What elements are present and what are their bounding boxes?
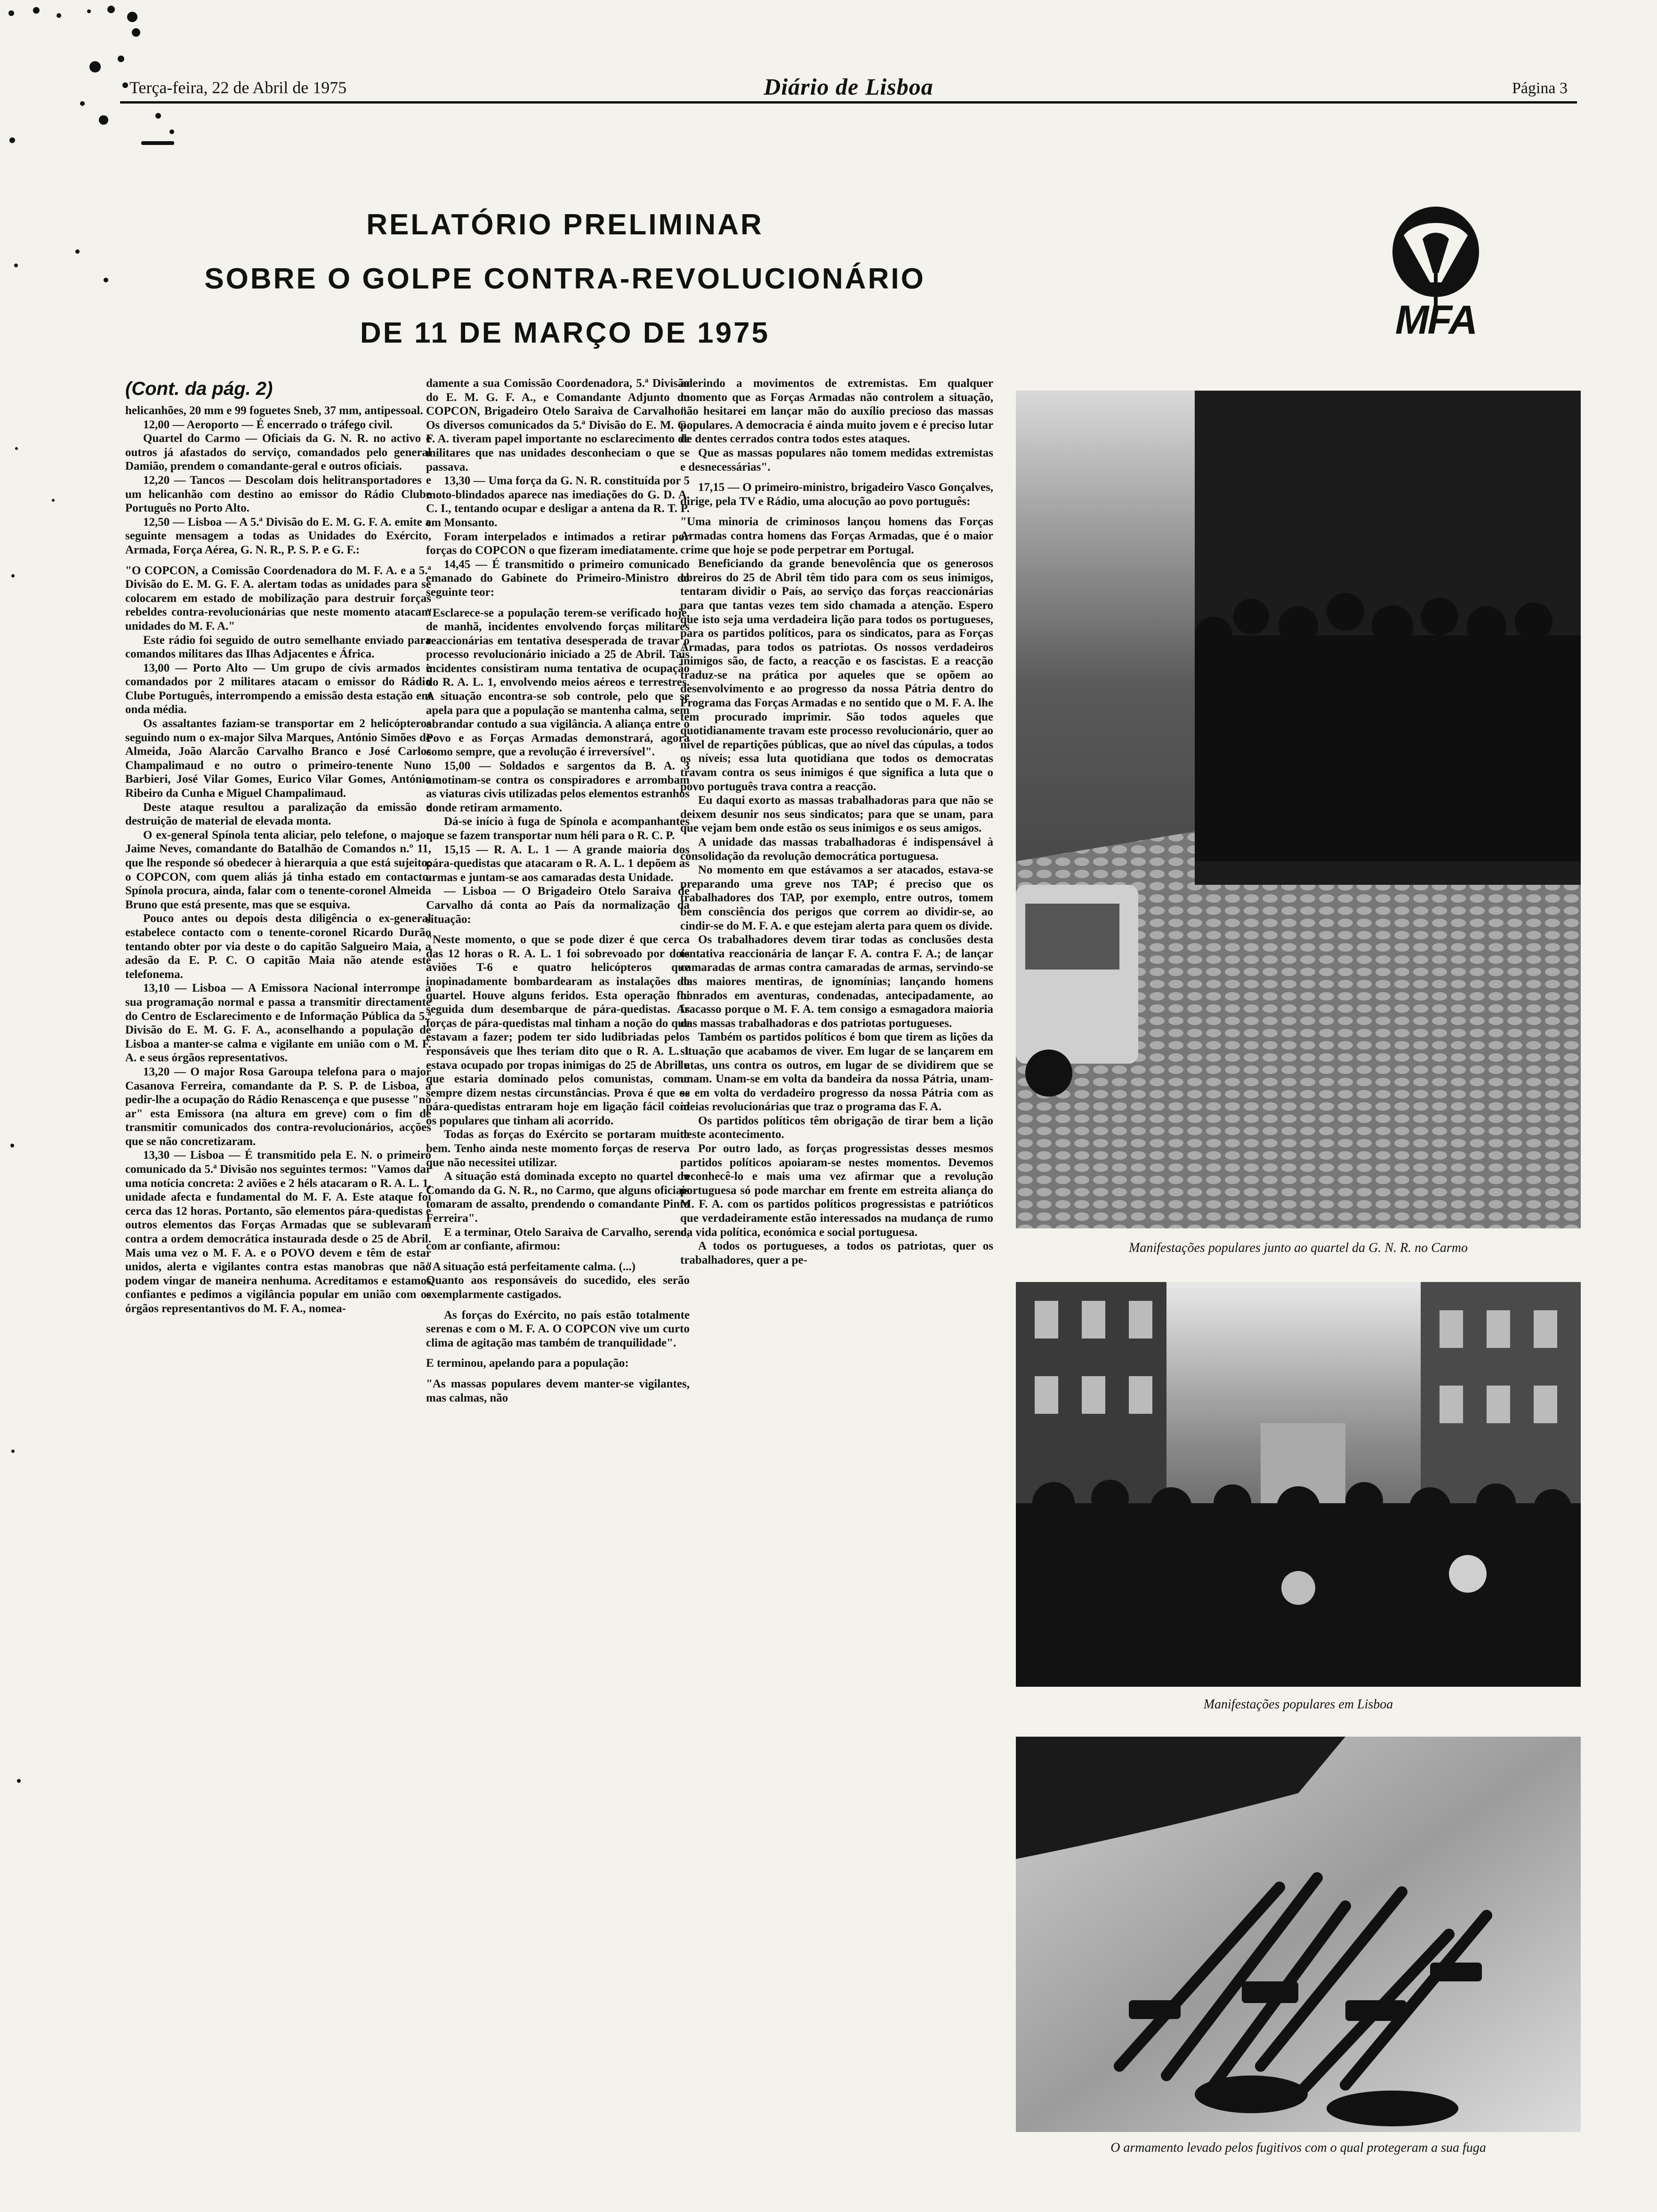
paragraph: helicanhões, 20 mm e 99 foguetes Sneb, 37 mm, antipessoal. xyxy=(125,404,423,417)
paragraph: Eu daqui exorto as massas trabalhadoras para que não se deixem desunir nos seus sindicatos; para que se unam, para que vejam bem onde estão os seus inimigos e os seus amigos. xyxy=(680,794,993,835)
photo-caption-3: O armamento levado pelos fugitivos com o qual protegeram a sua fuga xyxy=(1110,2140,1486,2155)
paragraph: Foram interpelados e intimados a retirar por forças do COPCON o que fizeram imediatamente. xyxy=(426,530,690,557)
paragraph: Por outro lado, as forças progressistas desses mesmos partidos políticos apoiaram-se nestes momentos. Devemos reconhecê-lo e mais uma vez afirmar que a revolução portuguesa só pode marchar em frente em estreita aliança do M. F. A. com os partidos políticos progressistas e patrióticos que verdadeiramente estão interessados na mudança de rumo da vida política, económica e social portuguesa. xyxy=(680,1142,993,1239)
headline-line-3: DE 11 DE MARÇO DE 1975 xyxy=(360,317,770,349)
paragraph: O ex-general Spínola tenta aliciar, pelo telefone, o major Jaime Neves, comandante do Batalhão de Comandos n.º 11, que lhe responde só obedecer à hierarquia a que está sujeito: o COPCON, com quem aliás já tinha estado em contacto. Spínola procura, ainda, falar com o tenente-coronel Almeida Bruno que está presente, mas que se esquiva. xyxy=(125,828,431,911)
paragraph: Os assaltantes faziam-se transportar em 2 helicópteros seguindo num o ex-major Silva Marques, António Simões de Almeida, João Alarcão Carvalho Branco e José Carlos Champalimaud e no outro o primeiro-tenente Nuno Barbieri, José Vilar Gomes, Eurico Vilar Gomes, António Ribeiro da Cunha e Miguel Champalimaud. xyxy=(125,717,431,800)
quote-paragraph: "Neste momento, o que se pode dizer é que cerca das 12 horas o R. A. L. 1 foi sobrevoado por dois aviões T-6 e quatro helicópteros que inopinadamente bombardearam as instalações do quartel. Houve alguns feridos. Esta operação foi seguida dum desembarque de pára-quedistas. As forças de pára-quedistas mal tinham a noção do que estavam a fazer; podem ter sido ludibriadas pelos responsáveis que lhes teriam dito que o R. A. L. 1 estava ocupado por tropas inimigas do 25 de Abril e que estaria dominado pelos comunistas, como sempre dizem nestas circunstâncias. Prova é que os pára-quedistas entraram hoje em ligação fácil com os populares que tinham ali acorrido. xyxy=(426,933,690,1127)
masthead: Diário de Lisboa xyxy=(764,73,933,100)
paragraph: A todos os portugueses, a todos os patriotas, quer os trabalhadores, quer a pe- xyxy=(680,1240,993,1266)
paragraph: 12,20 — Tancos — Descolam dois helitransportadores e um helicanhão com destino ao emissor do Rádio Clube Português no Porto Alto. xyxy=(125,473,431,515)
paragraph: Este rádio foi seguido de outro semelhante enviado para comandos militares das Ilhas Adjacentes e África. xyxy=(125,633,431,661)
paragraph: 14,45 — É transmitido o primeiro comunicado emanado do Gabinete do Primeiro-Ministro do seguinte teor: xyxy=(426,558,690,599)
paragraph: Todas as forças do Exército se portaram muito bem. Tenho ainda neste momento forças de reserva que não necessitei utilizar. xyxy=(426,1128,690,1169)
quote-paragraph: "A situação está perfeitamente calma. (...) xyxy=(426,1260,636,1273)
paragraph: Os trabalhadores devem tirar todas as conclusões desta tentativa reaccionária de lançar F. A. contra F. A.; de lançar camaradas de armas contra camaradas de armas, servindo-se das maiores mentiras, de ignomínias; lançando homens honrados em aventuras, condenadas, antecipadamente, ao fracasso porque o M. F. A. tem consigo a esmagadora maioria das massas trabalhadoras e dos patriotas portugueses. xyxy=(680,933,993,1030)
paragraph: Os partidos políticos têm obrigação de tirar bem a lição deste acontecimento. xyxy=(680,1114,993,1141)
carnation-emblem-icon xyxy=(1379,202,1492,306)
headline-line-2: SOBRE O GOLPE CONTRA-REVOLUCIONÁRIO xyxy=(204,263,925,295)
quote-paragraph: "As massas populares devem manter-se vigilantes, mas calmas, não xyxy=(426,1377,690,1404)
paragraph: — Lisboa — O Brigadeiro Otelo Saraiva de Carvalho dá conta ao País da normalização da situação: xyxy=(426,885,690,926)
photo-caption-2: Manifestações populares em Lisboa xyxy=(1203,1697,1393,1712)
photo-carmo-barracks-crowd xyxy=(1016,391,1581,1228)
headline xyxy=(141,198,989,360)
paragraph: 17,15 — O primeiro-ministro, brigadeiro Vasco Gonçalves, dirige, pela TV e Rádio, uma alocução ao povo português: xyxy=(680,481,993,508)
page-number: Página 3 xyxy=(1512,80,1568,97)
paragraph: 15,00 — Soldados e sargentos da B. A. 3 amotinam-se contra os conspiradores e arrombam as viaturas civis utilizadas pelos elementos estranhos donde retiram armamento. xyxy=(426,760,690,814)
paragraph: A situação está dominada excepto no quartel do Comando da G. N. R., no Carmo, que alguns oficiais tomaram de assalto, prendendo o comandante Pinto Ferreira". xyxy=(426,1170,690,1225)
quote-paragraph: "O COPCON, a Comissão Coordenadora do M. F. A. e a 5.ª Divisão do E. M. G. F. A. alertam todas as unidades para se colocarem em estado de mobilização para destruir forças rebeldes contra-revolucionárias que neste momento atacam unidades do M. F. A." xyxy=(125,564,431,633)
paragraph: 13,30 — Uma força da G. N. R. constituída por 5 moto-blindados aparece nas imediações do G. D. A. C. I., tentando ocupar e desligar a antena da R. T. P. em Monsanto. xyxy=(426,474,690,529)
headline-line-1: RELATÓRIO PRELIMINAR xyxy=(366,208,764,241)
paragraph: Dá-se início à fuga de Spínola e acompanhantes que se fazem transportar num héli para o R. C. P. xyxy=(426,815,690,842)
article-column-3 xyxy=(680,377,993,1267)
issue-date: Terça-feira, 22 de Abril de 1975 xyxy=(129,78,347,97)
paragraph: Também os partidos políticos é bom que tirem as lições da situação que acabamos de viver. Em lugar de se lançarem em lutas, uns contra os outros, em lugar de se dividirem que se unam. Unam-se em volta da bandeira da nossa Pátria, unam-se em volta do verdadeiro progresso da nossa Pátria com as ideias revolucionárias que traz o programa das F. A. xyxy=(680,1031,993,1114)
quote-paragraph: "Esclarece-se a população terem-se verificado hoje, de manhã, incidentes envolvendo forças militares reaccionárias em tentativa desesperada de travar o processo revolucionário iniciado a 25 de Abril. Tais incidentes consistiram numa tentativa de ocupação do R. A. L. 1, envolvendo meios aéreos e terrestres. A situação encontra-se sob controle, pelo que se apela para que a população se mantenha calma, sem abrandar contudo a sua vigilância. A aliança entre o Povo e as Forças Armadas demonstrará, agora como sempre, que a revolução é irreversível". xyxy=(426,606,690,759)
quote-paragraph: "Uma minoria de criminosos lançou homens das Forças Armadas contra homens das Forças Armadas, que é o maior crime que hoje se pode perpetrar em Portugal. xyxy=(680,515,993,556)
paragraph: Beneficiando da grande benevolência que os generosos obreiros do 25 de Abril têm tido para com os seus inimigos, tentaram dividir o País, ao serviço das forças reaccionárias para que tantas vezes tem sido chamada a atenção. Espero que isto seja uma verdadeira lição para todos os portugueses, para os partidos políticos, para os sindicatos, para as Forças Armadas, para todos os patriotas. Os nossos verdadeiros inimigos são, de facto, a reacção e os fascistas. E a reacção traduz-se na prática por aqueles que se opõem ao desenvolvimento e ao progresso da nossa Pátria dentro do Programa das Forças Armadas e no sentido que o M. F. A. lhe tem procurado imprimir. São todos aqueles que quotidianamente travam este processo revolucionário, quer ao nível de repartições públicas, que ao nível das cúpulas, a todos os níveis; essa luta quotidiana que todos os democratas travam contra os seus inimigos é que significa a luta que o povo português trava contra a reacção. xyxy=(680,557,993,793)
paragraph: 13,20 — O major Rosa Garoupa telefona para o major Casanova Ferreira, comandante da P. S. P. de Lisboa, a pedir-lhe a ocupação do Rádio Renascença e que pusesse "no ar" esta Emissora (na altura em greve) com o fim de transmitir comunicados dos contra-revolucionários, acções que se não concretizaram. xyxy=(125,1065,431,1148)
paragraph: 13,10 — Lisboa — A Emissora Nacional interrompe a sua programação normal e passa a transmitir directamente do Centro de Esclarecimento e de Informação Pública da 5.ª Divisão do E. M. G. F. A., aconselhando a população de Lisboa a manter-se calma e vigilante em união com o M. F. A. e seus órgãos representativos. xyxy=(125,982,431,1065)
paragraph: damente a sua Comissão Coordenadora, 5.ª Divisão do E. M. G. F. A., e Comandante Adjunto do COPCON, Brigadeiro Otelo Saraiva de Carvalho". Os diversos comunicados da 5.ª Divisão do E. M. G. F. A. tiveram papel importante no esclarecimento de militares que nas unidades desconheciam o que se passava. xyxy=(426,377,690,473)
paragraph: E terminou, apelando para a população: xyxy=(426,1357,629,1370)
paragraph: 12,50 — Lisboa — A 5.ª Divisão do E. M. G. F. A. emite a seguinte mensagem a todas as Unidades do Exército, Armada, Força Aérea, G. N. R., P. S. P. e G. F.: xyxy=(125,515,431,556)
mfa-logo xyxy=(1379,202,1492,344)
paragraph: A unidade das massas trabalhadoras é indispensável à consolidação da revolução democrática portuguesa. xyxy=(680,836,993,863)
paragraph: As forças do Exército, no país estão totalmente serenas e com o M. F. A. O COPCON vive um curto clima de agitação mas também de tranquilidade". xyxy=(426,1308,690,1349)
paragraph: No momento em que estávamos a ser atacados, estava-se preparando uma greve nos TAP; é preciso que os trabalhadores dos TAP, por exemplo, entre outros, tomem bem consciência dos perigos que correm ao dividir-se, ao cindir-se do M. F. A. e que estejam alerta para quem os divide. xyxy=(680,864,993,932)
paragraph: Pouco antes ou depois desta diligência o ex-general estabelece contacto com o tenente-coronel Ricardo Durão tentando obter por via deste o do capitão Salgueiro Maia, a adesão da E. P. C. O capitão Maia não atende este telefonema. xyxy=(125,912,431,981)
paragraph: Deste ataque resultou a paralização da emissão e destruição de material de elevada monta. xyxy=(125,801,431,828)
paragraph: Quanto aos responsáveis do sucedido, eles serão exemplarmente castigados. xyxy=(426,1274,690,1301)
paragraph: 13,30 — Lisboa — É transmitido pela E. N. o primeiro comunicado da 5.ª Divisão nos seguintes termos: "Vamos dar uma notícia concreta: 2 aviões e 2 héls atacaram o R. A. L. 1, unidade afecta e fundamental do M. F. A. Este ataque foi cerca das 12 horas. Portanto, são elementos pára-quedistas e outros elementos das Forças Armadas que se sublevaram contra a ordem democrática instaurada desde o 25 de Abril. Mais uma vez o M. F. A. e o POVO devem e têm de estar unidos, alerta e vigilantes contra estas manobras que não podem vingar de maneira nenhuma. Acreditamos e estamos confiantes e pedimos a vigilância popular em união com os órgãos representantivos do M. F. A., nomea- xyxy=(125,1149,431,1315)
paragraph: E a terminar, Otelo Saraiva de Carvalho, sereno, com ar confiante, afirmou: xyxy=(426,1226,690,1253)
running-head xyxy=(120,73,1577,104)
photo-caption-1: Manifestações populares junto ao quartel da G. N. R. no Carmo xyxy=(1129,1241,1468,1255)
paragraph: aderindo a movimentos de extremistas. Em qualquer momento que as Forças Armadas não controlem a situação, não hesitarei em lançar mão do auxílio precioso das massas populares. A democracia é ainda muito jovem e é preciso lutar de dentes cerrados contra todos estes ataques. xyxy=(680,377,993,446)
paragraph: Que as massas populares não tomem medidas extremistas e desnecessárias". xyxy=(680,446,993,473)
continuation-note: (Cont. da pág. 2) xyxy=(125,378,273,399)
paragraph: 15,15 — R. A. L. 1 — A grande maioria dos pára-quedistas que atacaram o R. A. L. 1 depõem as armas e juntam-se aos camaradas desta Unidade. xyxy=(426,843,690,884)
paragraph: 13,00 — Porto Alto — Um grupo de civis armados e comandados por 2 militares atacam o emissor do Rádio Clube Português, interrompendo a emissão desta estação em onda média. xyxy=(125,661,431,716)
article-column-2 xyxy=(426,377,690,1405)
photo-captured-weapons xyxy=(1016,1737,1581,2132)
paragraph: 12,00 — Aeroporto — É encerrado o tráfego civil. xyxy=(143,418,393,431)
paragraph: Quartel do Carmo — Oficiais da G. N. R. no activo e outros já afastados do serviço, comandados pelo general Damião, prendem o comandante-geral e outros oficiais. xyxy=(125,432,431,473)
article-column-1 xyxy=(125,377,431,1316)
logo-text: MFA xyxy=(1395,297,1477,343)
photo-lisbon-demonstration xyxy=(1016,1282,1581,1687)
